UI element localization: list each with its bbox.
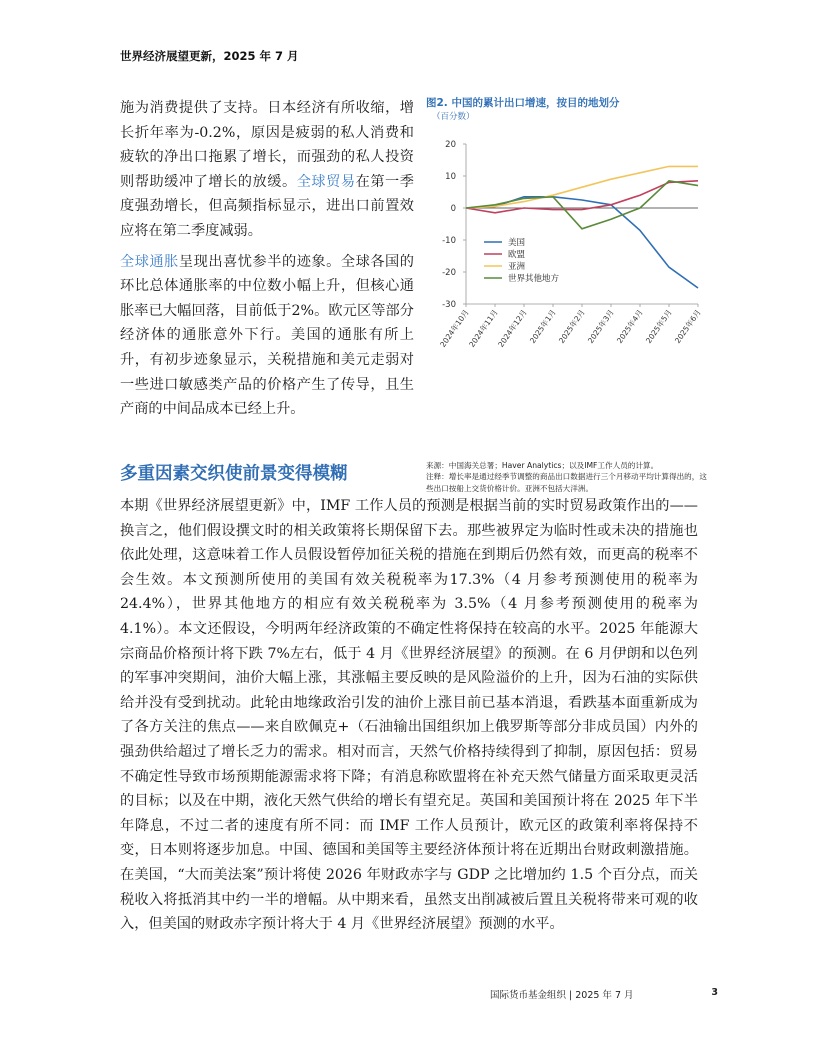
x-tick-label: 2025年1月 xyxy=(527,307,558,345)
figure-title: 图2. 中国的累计出口增速，按目的地划分 xyxy=(426,97,620,109)
y-tick-label: -30 xyxy=(442,300,456,310)
figure-2 xyxy=(426,96,708,493)
x-tick-label: 2025年4月 xyxy=(614,307,645,345)
y-tick-label: -20 xyxy=(442,268,456,278)
y-tick-label: 20 xyxy=(445,140,456,150)
figure-unit: （百分数） xyxy=(432,112,475,122)
legend-label-4: 世界其他地方 xyxy=(508,274,560,284)
y-tick-label: 10 xyxy=(445,172,456,182)
y-tick-label: -10 xyxy=(442,236,456,246)
running-header: 世界经济展望更新，2025 年 7 月 xyxy=(120,49,299,63)
left-column-text xyxy=(120,96,414,428)
legend-label-3: 亚洲 xyxy=(508,262,526,272)
paragraph-1 xyxy=(120,96,414,244)
global-inflation-link[interactable]: 全球通胀 xyxy=(120,253,179,270)
x-tick-label: 2025年6月 xyxy=(672,307,703,345)
section-body: 本期《世界经济展望更新》中，IMF 工作人员的预测是根据当前的实时贸易政策作出的——换言之，他们假设撰文时的相关政策将长期保留下去。那些被界定为临时性或未决的措施也依此处理，这意味着工作人员假设暂停加征关税的措施在到期后仍然有效，而更高的税率不会生效。本文预测所使用的美国有效关税税率为17.3%（4 月参考预测使用的税率为 24.4%），世界其他地方的相应有效关税税率为 3.5%（4 月参考预测使用的税率为 4.1%）。本文还假设，今明两年经济政策的不确定性将保持在较高的水平。2025 年能源大宗商品价格预计将下跌 7%左右，低于 4 月《世界经济展望》的预测。在 6 月伊朗和以色列的军事冲突期间，油价大幅上涨，其涨幅主要反映的是风险溢价的上升，因为石油的实际供给并没有受到扰动。此轮由地缘政治引发的油价上涨目前已基本消退，看跌基本面重新成为了各方关注的焦点——来自欧佩克+（石油输出国组织加上俄罗斯等部分非成员国）内外的强劲供给超过了增长乏力的需求。相对而言，天然气价格持续得到了抑制，原因包括：贸易不确定性导致市场预期能源需求将下降；有消息称欧盟将在补充天然气储量方面采取更灵活的目标；以及在中期，液化天然气供给的增长有望充足。英国和美国预计将在 2025 年下半年降息，不过二者的速度有所不同：而 IMF 工作人员预计，欧元区的政策利率将保持不变，日本则将逐步加息。中国、德国和美国等主要经济体预计将在近期出台财政刺激措施。在美国，“大而美法案”预计将使 2026 年财政赤字与 GDP 之比增加约 1.5 个百分点，而关税收入将抵消其中约一半的增幅。从中期来看，虽然支出削减被后置且关税将带来可观的收入，但美国的财政赤字预计将大于 4 月《世界经济展望》预测的水平。 xyxy=(120,498,698,933)
section-heading: 多重因素交织使前景变得模糊 xyxy=(120,464,348,484)
export-growth-chart xyxy=(426,132,708,448)
x-tick-label: 2024年11月 xyxy=(467,307,500,349)
paragraph-2-tail: 呈现出喜忧参半的迹象。全球各国的环比总体通胀率的中位数小幅上升，但核心通胀率已大幅回落，目前低于2%。欧元区等部分经济体的通胀意外下行。美国的通胀有所上升，有初步迹象显示，关税措施和美元走弱对一些进口敏感类产品的价格产生了传导，且生产商的中间品成本已经上升。 xyxy=(120,253,414,418)
legend-label-2: 欧盟 xyxy=(508,250,526,260)
x-tick-label: 2024年10月 xyxy=(438,307,471,349)
x-tick-label: 2025年3月 xyxy=(585,307,616,345)
paragraph-2 xyxy=(120,250,414,422)
paragraph-1-text: 施为消费提供了支持。日本经济有所收缩，增长折年率为-0.2%，原因是疲弱的私人消费和疲软的净出口拖累了增长，而强劲的私人投资则帮助缓冲了增长的放缓。 xyxy=(120,100,414,190)
x-tick-label: 2024年12月 xyxy=(496,307,529,349)
legend-label-1: 美国 xyxy=(508,238,526,248)
y-tick-label: 0 xyxy=(450,204,456,214)
global-trade-link[interactable]: 全球贸易 xyxy=(296,173,356,190)
page-number: 3 xyxy=(711,987,718,998)
figure-source: 来源：中国海关总署；Haver Analytics；以及IMF工作人员的计算。 xyxy=(426,461,659,470)
x-tick-label: 2025年2月 xyxy=(556,307,587,345)
x-tick-label: 2025年5月 xyxy=(643,307,674,345)
figure-note: 注释：增长率是通过经季节调整的商品出口数据进行三个月移动平均计算得出的，这些出口按船上交货价格计价。亚洲不包括大洋洲。 xyxy=(426,472,707,493)
figure-notes xyxy=(426,460,708,494)
footer-text: 国际货币基金组织 | 2025 年 7 月 xyxy=(490,990,634,1001)
paragraph-1-tail: 在第一季度强劲增长，但高频指标显示，进出口前置效应将在第二季度减弱。 xyxy=(120,173,414,239)
